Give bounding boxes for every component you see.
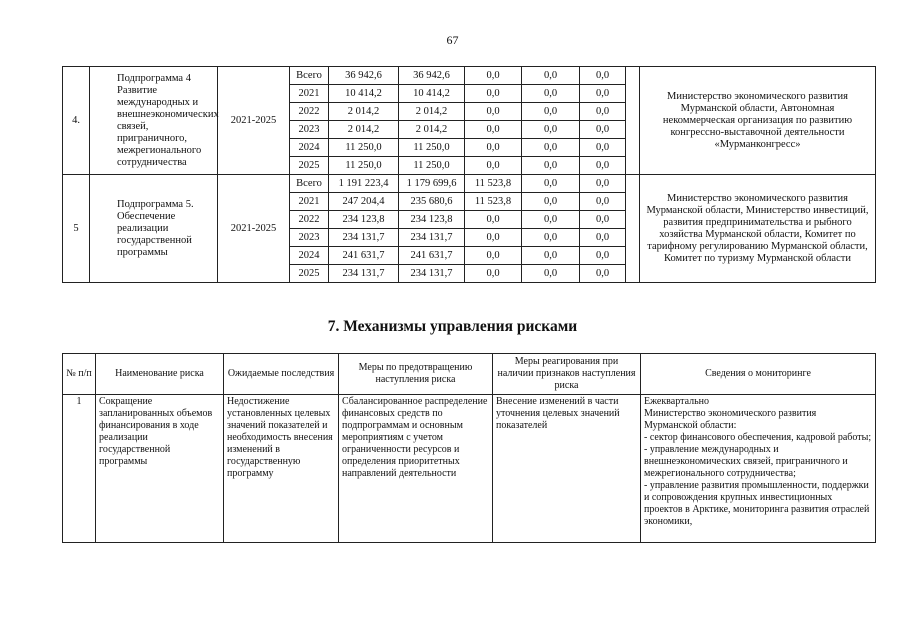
subprogram-executor: Министерство экономического развития Мурманской области, Министерство инвестиций, развития предпринимательства и рыбного хозяйства Мурманской области, Комитет по тарифному регулированию Мурманской области, Комитет по туризму Мурманской области bbox=[640, 175, 876, 283]
header-risk: Наименование риска bbox=[96, 354, 224, 395]
value-total: 11 250,0 bbox=[329, 157, 399, 175]
risk-consequences: Недостижение установленных целевых значений показателей и необходимость внесения изменений в государственную программу bbox=[224, 395, 339, 543]
page-number: 67 bbox=[446, 33, 459, 47]
monitoring-line: Министерство экономического развития Мурманской области: bbox=[644, 408, 817, 431]
value-other: 0,0 bbox=[580, 121, 626, 139]
value-regional: 11 250,0 bbox=[399, 139, 465, 157]
value-regional: 235 680,6 bbox=[399, 193, 465, 211]
header-prevention: Меры по предотвращению наступления риска bbox=[339, 354, 493, 395]
risk-no: 1 bbox=[63, 395, 96, 543]
year-cell: 2023 bbox=[290, 229, 329, 247]
header-consequences: Ожидаемые последствия bbox=[224, 354, 339, 395]
value-regional: 1 179 699,6 bbox=[399, 175, 465, 193]
value-other: 0,0 bbox=[580, 139, 626, 157]
subprogram-index: 5 bbox=[63, 175, 90, 283]
risk-table-header bbox=[63, 354, 876, 395]
value-other: 0,0 bbox=[580, 211, 626, 229]
value-other: 0,0 bbox=[580, 103, 626, 121]
value-regional: 11 250,0 bbox=[399, 157, 465, 175]
value-local: 0,0 bbox=[522, 139, 580, 157]
value-total: 36 942,6 bbox=[329, 67, 399, 85]
value-federal: 0,0 bbox=[465, 157, 522, 175]
value-total: 11 250,0 bbox=[329, 139, 399, 157]
value-local: 0,0 bbox=[522, 175, 580, 193]
value-other: 0,0 bbox=[580, 247, 626, 265]
value-local: 0,0 bbox=[522, 121, 580, 139]
header-response: Меры реагирования при наличии признаков наступления риска bbox=[493, 354, 641, 395]
value-local: 0,0 bbox=[522, 103, 580, 121]
value-total: 1 191 223,4 bbox=[329, 175, 399, 193]
risk-table bbox=[62, 353, 876, 543]
value-total: 234 131,7 bbox=[329, 265, 399, 283]
risk-monitoring bbox=[641, 395, 876, 543]
value-regional: 234 123,8 bbox=[399, 211, 465, 229]
value-federal: 11 523,8 bbox=[465, 193, 522, 211]
year-cell: 2022 bbox=[290, 103, 329, 121]
value-federal: 0,0 bbox=[465, 229, 522, 247]
subprogram-name: Подпрограмма 5. Обеспечение реализации государственной программы bbox=[90, 175, 218, 283]
value-federal: 0,0 bbox=[465, 265, 522, 283]
value-federal: 0,0 bbox=[465, 103, 522, 121]
subprogram-executor: Министерство экономического развития Мурманской области, Автономная некоммерческая организация по развитию конгрессно-выставочной деятельности «Мурманконгресс» bbox=[640, 67, 876, 175]
value-local: 0,0 bbox=[522, 157, 580, 175]
year-cell: 2021 bbox=[290, 193, 329, 211]
year-cell: Всего bbox=[290, 67, 329, 85]
value-local: 0,0 bbox=[522, 67, 580, 85]
value-total: 241 631,7 bbox=[329, 247, 399, 265]
year-cell: 2023 bbox=[290, 121, 329, 139]
value-regional: 36 942,6 bbox=[399, 67, 465, 85]
year-cell: 2024 bbox=[290, 247, 329, 265]
value-regional: 234 131,7 bbox=[399, 229, 465, 247]
monitoring-line: - управление развития промышленности, поддержки и сопровождения крупных инвестиционных проектов в Арктике, мониторинга развития отраслей экономики, bbox=[644, 480, 870, 527]
monitoring-line: Ежеквартально bbox=[644, 396, 709, 407]
header-no: № п/п bbox=[63, 354, 96, 395]
year-cell: 2024 bbox=[290, 139, 329, 157]
table-row bbox=[63, 175, 876, 193]
risk-prevention: Сбалансированное распределение финансовых средств по подпрограммам и основным мероприятиям с учетом ограниченности ресурсов и определения приоритетных направлений деятельности bbox=[339, 395, 493, 543]
value-local: 0,0 bbox=[522, 229, 580, 247]
value-other: 0,0 bbox=[580, 157, 626, 175]
value-federal: 0,0 bbox=[465, 121, 522, 139]
value-total: 2 014,2 bbox=[329, 121, 399, 139]
value-other: 0,0 bbox=[580, 67, 626, 85]
value-federal: 0,0 bbox=[465, 139, 522, 157]
year-cell: Всего bbox=[290, 175, 329, 193]
value-total: 234 123,8 bbox=[329, 211, 399, 229]
value-local: 0,0 bbox=[522, 85, 580, 103]
section-title: 7. Механизмы управления рисками bbox=[327, 318, 578, 335]
value-other: 0,0 bbox=[580, 175, 626, 193]
monitoring-line: - сектор финансового обеспечения, кадровой работы; bbox=[644, 432, 872, 443]
spacer-cell bbox=[626, 175, 640, 283]
value-other: 0,0 bbox=[580, 265, 626, 283]
value-regional: 2 014,2 bbox=[399, 103, 465, 121]
value-federal: 0,0 bbox=[465, 85, 522, 103]
value-local: 0,0 bbox=[522, 265, 580, 283]
monitoring-line: - управление международных и внешнеэкономических связей, приграничного и межрегионального сотрудничества; bbox=[644, 444, 848, 479]
year-cell: 2022 bbox=[290, 211, 329, 229]
value-total: 2 014,2 bbox=[329, 103, 399, 121]
value-federal: 11 523,8 bbox=[465, 175, 522, 193]
subprogram-name: Подпрограмма 4 Развитие международных и внешнеэкономических связей, приграничного, межрегионального сотрудничества bbox=[90, 67, 218, 175]
value-regional: 10 414,2 bbox=[399, 85, 465, 103]
value-federal: 0,0 bbox=[465, 247, 522, 265]
risk-name: Сокращение запланированных объемов финансирования в ходе реализации государственной программы bbox=[96, 395, 224, 543]
value-other: 0,0 bbox=[580, 229, 626, 247]
value-federal: 0,0 bbox=[465, 211, 522, 229]
subprogram-index: 4. bbox=[63, 67, 90, 175]
value-total: 10 414,2 bbox=[329, 85, 399, 103]
spacer-cell bbox=[626, 67, 640, 175]
value-regional: 2 014,2 bbox=[399, 121, 465, 139]
table-row bbox=[63, 395, 876, 543]
header-monitoring: Сведения о мониторинге bbox=[641, 354, 876, 395]
value-local: 0,0 bbox=[522, 211, 580, 229]
value-federal: 0,0 bbox=[465, 67, 522, 85]
year-cell: 2025 bbox=[290, 157, 329, 175]
value-total: 247 204,4 bbox=[329, 193, 399, 211]
value-total: 234 131,7 bbox=[329, 229, 399, 247]
value-other: 0,0 bbox=[580, 193, 626, 211]
year-cell: 2021 bbox=[290, 85, 329, 103]
budget-table bbox=[62, 66, 876, 283]
value-local: 0,0 bbox=[522, 247, 580, 265]
risk-response: Внесение изменений в части уточнения целевых значений показателей bbox=[493, 395, 641, 543]
year-cell: 2025 bbox=[290, 265, 329, 283]
value-other: 0,0 bbox=[580, 85, 626, 103]
subprogram-period: 2021-2025 bbox=[218, 175, 290, 283]
table-row bbox=[63, 67, 876, 85]
value-regional: 241 631,7 bbox=[399, 247, 465, 265]
value-regional: 234 131,7 bbox=[399, 265, 465, 283]
subprogram-period: 2021-2025 bbox=[218, 67, 290, 175]
value-local: 0,0 bbox=[522, 193, 580, 211]
